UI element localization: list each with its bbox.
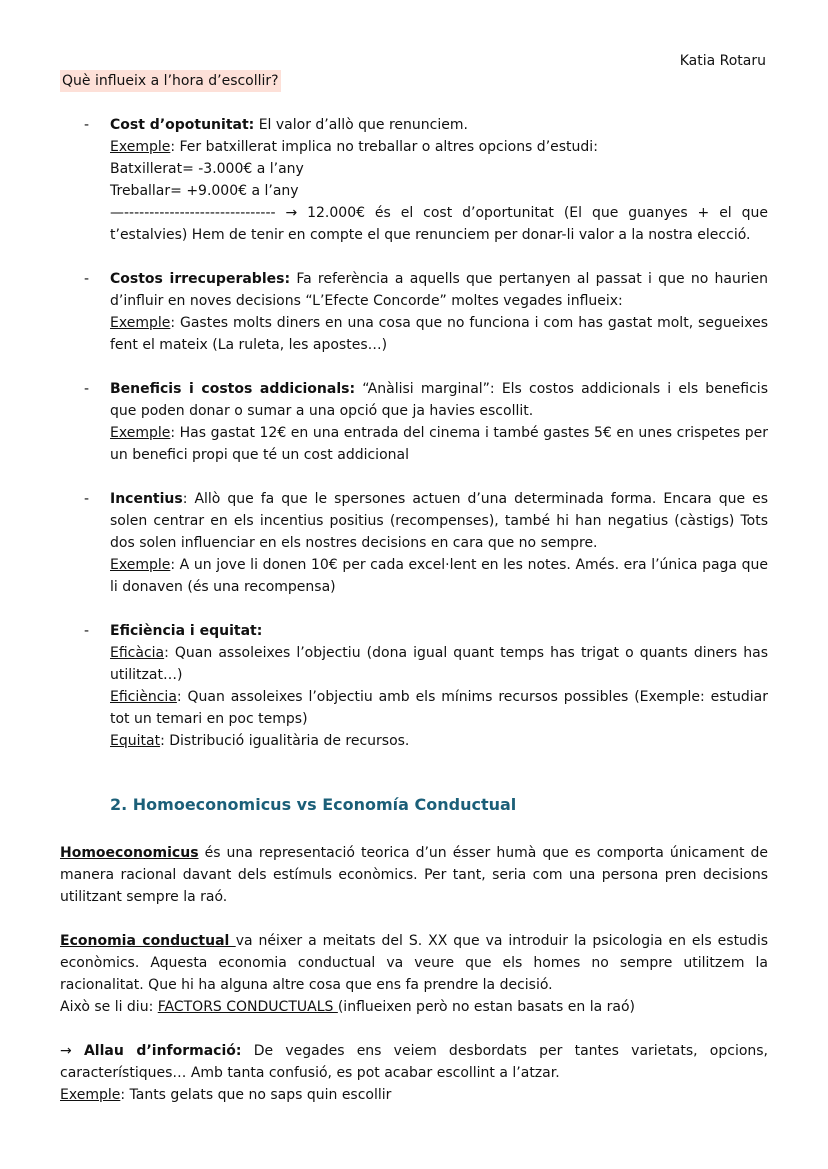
author-name: Katia Rotaru (679, 53, 766, 69)
section-title: 2. Homoeconomicus vs Economía Conductual (110, 795, 517, 814)
bullet-dash: - (84, 117, 90, 133)
factors-list (60, 114, 768, 774)
list-item-efficiency-equity: - Eficiència i equitat: Eficàcia: Quan assoleixes l’objectiu (dona igual quant temps has trigat o quants diners has utilitzat…) Eficiència: Quan assoleixes l’objectiu amb els mínims recursos possibles (Exemple: estudiar tot un temari en poc temps) Equitat: Distribució igualitària de recursos. (60, 620, 768, 752)
paragraph-information-overload: → Allau d’informació: De vegades ens veiem desbordats per tantes varietats, opcions, característiques… Amb tanta confusió, es pot acabar escollint a l’atzar. Exemple: Tants gelats que no saps quin escollir (60, 1043, 769, 1103)
arrow-icon: → (60, 1043, 84, 1059)
paragraph-behavioral-economics: Economia conductual va néixer a meitats del S. XX que va introduir la psicologia en els estudis econòmics. Aquesta economia conductual va veure que els homes no sempre utilitzem la racionalitat. Que hi ha alguna altre cosa que ens fa prendre la decisió. Això se li diu: FACTORS CONDUCTUALS (influeixen però no estan basats en la raó) (60, 933, 768, 1015)
list-item-incentives: - Incentius: Allò que fa que le spersones actuen d’una determinada forma. Encara que es solen centrar en els incentius positius (recompenses), també hi han negatius (càstigs) Tots dos solen influenciar en els nostres decisions en cara que no sempre. Exemple: A un jove li donen 10€ per cada excel·lent en les notes. Amés. era l’única paga que li donaven (és una recompensa) (60, 488, 768, 598)
paragraph-homoeconomicus: Homoeconomicus és una representació teorica d’un ésser humà que es comporta únicament de manera racional davant dels estímuls econòmics. Per tant, seria com una persona pren decisions utilitzant sempre la raó. (60, 845, 768, 905)
bullet-dash: - (84, 491, 90, 507)
question-heading: Què influeix a l’hora d’escollir? (60, 70, 281, 92)
list-item-marginal-analysis: - Beneficis i costos addicionals: “Anàlisi marginal”: Els costos addicionals i els beneficis que poden donar o sumar a una opció que ja havies escollit. Exemple: Has gastat 12€ en una entrada del cinema i també gastes 5€ en unes crispetes per un benefici propi que té un cost addicional (60, 378, 768, 466)
bullet-dash: - (84, 381, 90, 397)
bullet-dash: - (84, 271, 90, 287)
bullet-dash: - (84, 623, 90, 639)
list-item-sunk-costs: - Costos irrecuperables: Fa referència a aquells que pertanyen al passat i que no haurien d’influir en noves decisions “L’Efecte Concorde” moltes vegades influeix: Exemple: Gastes molts diners en una cosa que no funciona i com has gastat molt, segueixes fent el mateix (La ruleta, les apostes…) (60, 268, 768, 356)
section-body (60, 842, 768, 1128)
list-item-opportunity-cost: - Cost d’opotunitat: El valor d’allò que renunciem. Exemple: Fer batxillerat implica no treballar o altres opcions d’estudi: Batxillerat= -3.000€ a l’any Treballar= +9.000€ a l’any —------------------------------ → 12.000€ és el cost d’oportunitat (El que guanyes + el que t’estalvies) Hem de tenir en compte el que renunciem per donar-li valor a la nostra elecció. (60, 114, 768, 246)
